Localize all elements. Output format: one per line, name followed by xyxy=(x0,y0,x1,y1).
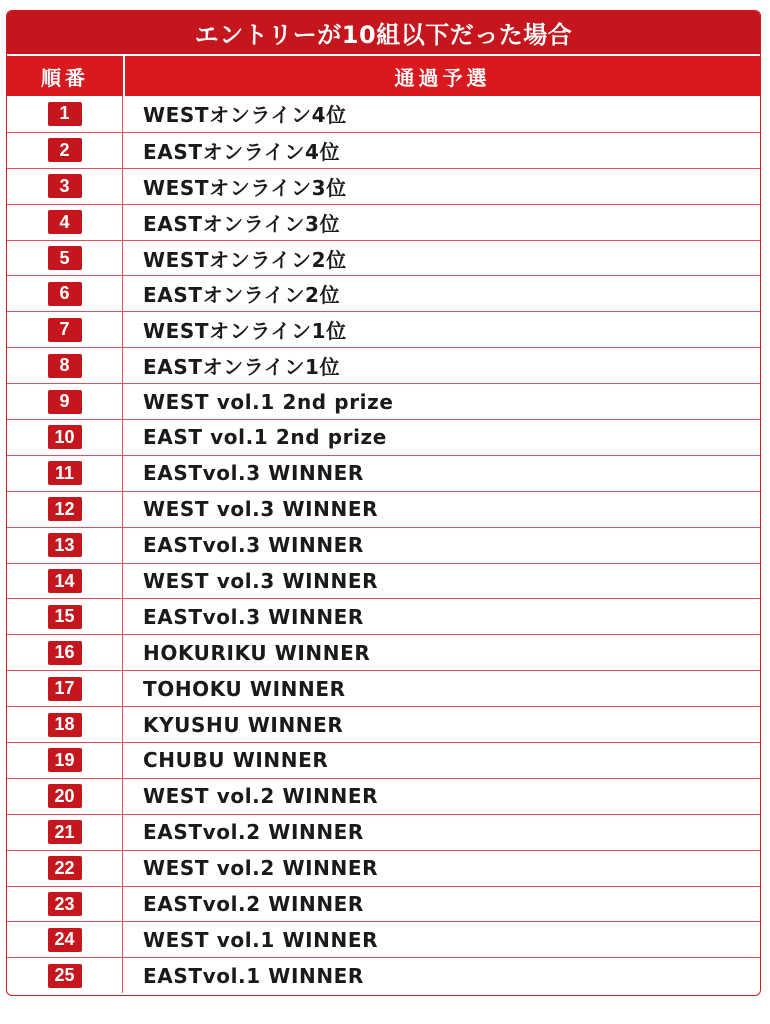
table-row xyxy=(7,778,760,814)
table-row xyxy=(7,275,760,311)
table-row xyxy=(7,419,760,455)
table-row xyxy=(7,886,760,922)
rank-cell xyxy=(7,276,123,311)
rank-cell xyxy=(7,779,123,814)
rank-cell xyxy=(7,348,123,383)
rank-cell xyxy=(7,851,123,886)
table-row xyxy=(7,814,760,850)
table-title: エントリーが10組以下だった場合 xyxy=(7,11,760,54)
table-row xyxy=(7,168,760,204)
table-row xyxy=(7,850,760,886)
rank-badge: 1 xyxy=(48,102,82,126)
rank-badge: 7 xyxy=(48,318,82,342)
qualifier-cell: EASTvol.1 WINNER xyxy=(143,963,364,988)
rank-badge: 9 xyxy=(48,390,82,414)
qualifier-cell: WESTオンライン3位 xyxy=(143,175,347,200)
rank-cell xyxy=(7,671,123,706)
rank-badge: 4 xyxy=(48,210,82,234)
table-row xyxy=(7,204,760,240)
rank-badge: 24 xyxy=(48,928,82,952)
table-row xyxy=(7,957,760,993)
rank-badge: 18 xyxy=(48,713,82,737)
table-row xyxy=(7,455,760,491)
table-row xyxy=(7,670,760,706)
header-qualifier: 通過予選 xyxy=(394,65,491,90)
qualifier-cell: WESTオンライン1位 xyxy=(143,319,347,344)
ranking-table xyxy=(6,10,761,996)
rank-badge: 20 xyxy=(48,784,82,808)
rank-cell xyxy=(7,133,123,168)
rank-cell xyxy=(7,887,123,922)
rank-badge: 2 xyxy=(48,138,82,162)
qualifier-cell: EASTオンライン1位 xyxy=(143,355,341,380)
qualifier-cell: EASTオンライン3位 xyxy=(143,211,341,236)
rank-cell xyxy=(7,492,123,527)
table-row xyxy=(7,347,760,383)
table-row xyxy=(7,634,760,670)
rank-badge: 5 xyxy=(48,246,82,270)
rank-cell xyxy=(7,241,123,276)
rank-badge: 8 xyxy=(48,354,82,378)
table-row xyxy=(7,563,760,599)
table-header xyxy=(7,54,760,96)
qualifier-cell: CHUBU WINNER xyxy=(143,748,329,773)
rank-badge: 21 xyxy=(48,820,82,844)
rank-badge: 10 xyxy=(48,425,82,449)
qualifier-cell: EASTvol.2 WINNER xyxy=(143,820,364,845)
qualifier-cell: WEST vol.1 2nd prize xyxy=(143,389,394,414)
rank-cell xyxy=(7,420,123,455)
rank-cell xyxy=(7,958,123,993)
rank-cell xyxy=(7,599,123,634)
rank-cell xyxy=(7,312,123,347)
rank-cell xyxy=(7,743,123,778)
table-row xyxy=(7,921,760,957)
qualifier-cell: EASTオンライン2位 xyxy=(143,283,341,308)
qualifier-cell: WEST vol.2 WINNER xyxy=(143,856,379,881)
rank-badge: 25 xyxy=(48,964,82,988)
rank-badge: 3 xyxy=(48,174,82,198)
rank-badge: 12 xyxy=(48,497,82,521)
table-row xyxy=(7,527,760,563)
rank-badge: 16 xyxy=(48,641,82,665)
rank-cell xyxy=(7,528,123,563)
rank-badge: 11 xyxy=(48,461,82,485)
table-row xyxy=(7,598,760,634)
qualifier-cell: EASTvol.2 WINNER xyxy=(143,892,364,917)
qualifier-cell: WEST vol.1 WINNER xyxy=(143,927,379,952)
table-row xyxy=(7,383,760,419)
rank-badge: 19 xyxy=(48,748,82,772)
table-row xyxy=(7,96,760,132)
qualifier-cell: EASTオンライン4位 xyxy=(143,139,341,164)
qualifier-cell: EASTvol.3 WINNER xyxy=(143,604,364,629)
rank-cell xyxy=(7,564,123,599)
qualifier-cell: WESTオンライン4位 xyxy=(143,103,347,128)
table-row xyxy=(7,742,760,778)
qualifier-cell: EAST vol.1 2nd prize xyxy=(143,425,387,450)
rank-cell xyxy=(7,815,123,850)
rank-badge: 15 xyxy=(48,605,82,629)
rank-cell xyxy=(7,456,123,491)
qualifier-cell: EASTvol.3 WINNER xyxy=(143,461,364,486)
qualifier-cell: WESTオンライン2位 xyxy=(143,247,347,272)
rank-badge: 6 xyxy=(48,282,82,306)
rank-badge: 13 xyxy=(48,533,82,557)
rank-badge: 23 xyxy=(48,892,82,916)
table-body xyxy=(7,96,760,993)
rank-cell xyxy=(7,635,123,670)
qualifier-cell: WEST vol.2 WINNER xyxy=(143,784,379,809)
rank-cell xyxy=(7,922,123,957)
qualifier-cell: WEST vol.3 WINNER xyxy=(143,569,379,594)
rank-cell xyxy=(7,205,123,240)
table-row xyxy=(7,132,760,168)
rank-badge: 17 xyxy=(48,677,82,701)
rank-cell xyxy=(7,96,123,132)
rank-cell xyxy=(7,169,123,204)
table-row xyxy=(7,491,760,527)
header-rank: 順番 xyxy=(7,56,125,96)
qualifier-cell: WEST vol.3 WINNER xyxy=(143,497,379,522)
table-row xyxy=(7,240,760,276)
rank-badge: 14 xyxy=(48,569,82,593)
qualifier-cell: EASTvol.3 WINNER xyxy=(143,533,364,558)
qualifier-cell: KYUSHU WINNER xyxy=(143,712,344,737)
table-row xyxy=(7,311,760,347)
rank-badge: 22 xyxy=(48,856,82,880)
table-row xyxy=(7,706,760,742)
rank-cell xyxy=(7,707,123,742)
qualifier-cell: TOHOKU WINNER xyxy=(143,676,346,701)
rank-cell xyxy=(7,384,123,419)
qualifier-cell: HOKURIKU WINNER xyxy=(143,640,371,665)
